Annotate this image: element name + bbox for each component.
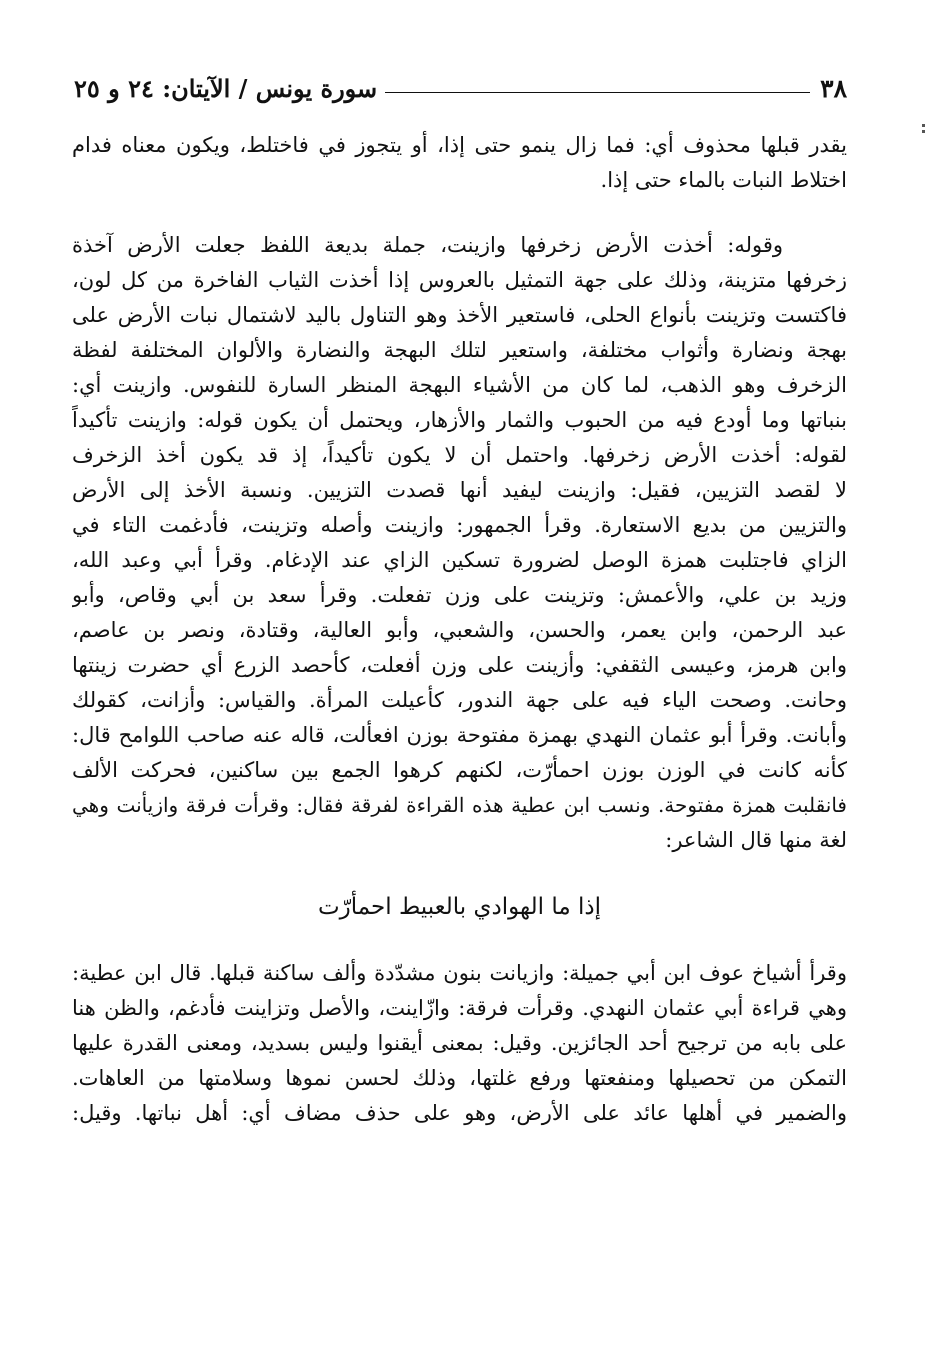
- text-line: كأنه كانت في الوزن بوزن احمأرّت، لكنهم كرهوا الجمع بين ساكنين، فحركت الألف: [72, 758, 847, 782]
- text-line: والضمير في أهلها عائد على الأرض، وهو على حذف مضاف أي: أهل نباتها. وقيل:: [72, 1101, 847, 1125]
- page-number: ٣٨: [820, 73, 847, 103]
- text-line: وهي قراءة أبي عثمان النهدي. وقرأت فرقة: وازّاينت، والأصل وتزاينت فأدغم، والظن هنا: [72, 996, 847, 1020]
- paragraph-1: [72, 128, 847, 198]
- text-line: فاكتست وتزينت بأنواع الحلى، فاستعير الأخذ وهو التناول باليد لاشتمال نبات الأرض على: [72, 303, 847, 327]
- page-header: [74, 68, 847, 108]
- text-line: وابن هرمز، وعيسى الثقفي: وأزينت على وزن أفعلت، كأحصد الزرع أي حضرت زينتها: [72, 653, 847, 677]
- text-line: على بابه من ترجيح أحد الجائزين. وقيل: بمعنى أيقنوا وليس بسديد، ومعنى القدرة عليها: [72, 1031, 847, 1055]
- text-line: وقرأ أشياخ عوف ابن أبي جميلة: وازيانت بنون مشدّدة وألف ساكنة قبلها. قال ابن عطية:: [72, 961, 847, 985]
- text-line: وحانت. وصحت الياء فيه على جهة الندور، كأعيلت المرأة. والقياس: وأزانت، كقولك: [72, 688, 847, 712]
- text-line: وزيد بن علي، والأعمش: وتزينت على وزن تفعلت. وقرأ سعد بن أبي وقاص، وأبو: [72, 583, 847, 607]
- text-line: اختلاط النبات بالماء حتى إذا.: [600, 168, 847, 192]
- poetry-verse: إذا ما الهوادي بالعبيط احمأرّت: [317, 894, 601, 920]
- text-line: وقوله: أخذت الأرض زخرفها وازينت، جملة بديعة اللفظ جعلت الأرض آخذة: [72, 233, 783, 257]
- text-line: فانقلبت همزة مفتوحة. ونسب ابن عطية هذه القراءة لفرقة فقال: وقرأت فرقة وازيأنت وهي: [72, 793, 847, 817]
- text-line: بهجة ونضارة وأثواب مختلفة، واستعير لتلك البهجة والنضارة والألوان المختلفة لفظة: [72, 338, 847, 362]
- body-text: [72, 128, 847, 1131]
- text-line: لا لقصد التزيين، فقيل: وازينت ليفيد أنها قصدت التزيين. ونسبة الأخذ إلى الأرض: [72, 478, 847, 502]
- text-line: عبد الرحمن، وابن يعمر، والحسن، والشعبي، وأبو العالية، وقتادة، ونصر بن عاصم،: [72, 618, 847, 642]
- text-line: وأبانت. وقرأ أبو عثمان النهدي بهمزة مفتوحة بوزن افعألت، قاله عنه صاحب اللوامح قال:: [72, 723, 847, 747]
- running-title: سورة يونس / الآيتان: ٢٤ و ٢٥: [74, 73, 378, 103]
- text-line: الزخرف وهو الذهب، لما كان من الأشياء البهجة المنظر السارة للنفوس. وازينت أي:: [72, 373, 847, 397]
- margin-mark: [922, 124, 925, 138]
- paragraph-2: [72, 228, 847, 858]
- text-line: لغة منها قال الشاعر:: [665, 828, 847, 852]
- header-rule: [385, 92, 810, 93]
- text-line: الزاي فاجتلبت همزة الوصل لضرورة تسكين الزاي عند الإدغام. وقرأ أبي وعبد الله،: [72, 548, 847, 572]
- text-line: بنباتها وما أودع فيه من الحبوب والثمار والأزهار، ويحتمل أن يكون قوله: وازينت تأكيداً: [72, 408, 847, 432]
- text-line: والتزيين من بديع الاستعارة. وقرأ الجمهور: وازينت وأصله وتزينت، فأدغمت التاء في: [72, 513, 847, 537]
- text-line: زخرفها متزينة، وذلك على جهة التمثيل بالعروس إذا أخذت الثياب الفاخرة من كل لون،: [72, 268, 847, 292]
- text-line: يقدر قبلها محذوف أي: فما زال ينمو حتى إذا، أو يتجوز في فاختلط، ويكون معناه فدام: [72, 133, 847, 157]
- text-line: لقوله: أخذت الأرض زخرفها. واحتمل أن لا يكون تأكيداً، إذ قد يكون أخذ الزخرف: [72, 443, 847, 467]
- text-line: التمكن من تحصيلها ومنفعتها ورفع غلتها، وذلك لحسن نموها وسلامتها من العاهات.: [72, 1066, 847, 1090]
- paragraph-3: [72, 956, 847, 1131]
